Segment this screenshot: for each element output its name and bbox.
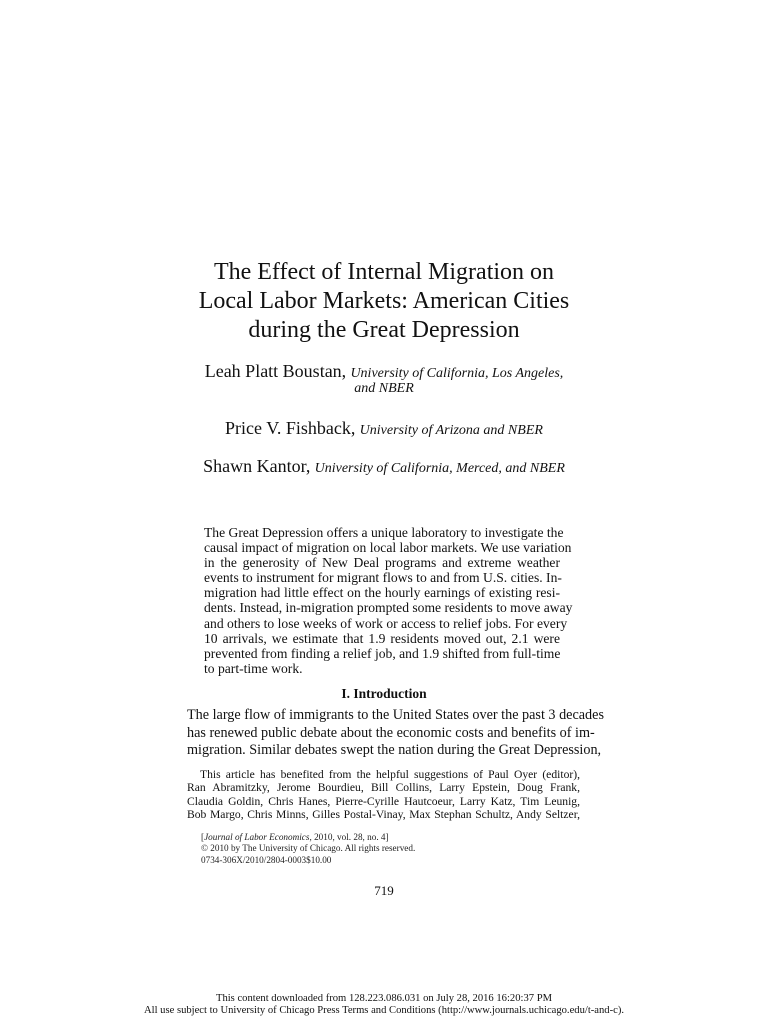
citation-rest: 2010, vol. 28, no. 4] — [311, 832, 389, 842]
abstract-line: events to instrument for migrant flows to and from U.S. cities. In- — [204, 570, 562, 586]
section-heading: I. Introduction — [341, 686, 427, 701]
author-fishback — [0, 418, 768, 439]
title-line: during the Great Depression — [248, 317, 520, 343]
abstract-line: prevented from finding a relief job, and 1.9 shifted from full-time — [204, 645, 561, 661]
author-boustan — [0, 361, 768, 382]
abstract-line: 10 arrivals, we estimate that 1.9 residents moved out, 2.1 were — [204, 630, 560, 646]
journal-name: Journal of Labor Economics, — [204, 832, 312, 842]
body-line: The large flow of immigrants to the United States over the past 3 decades — [187, 707, 604, 723]
terms-line: All use subject to University of Chicago Press Terms and Conditions (http://www.journals.uchicago.edu/t-and-c). — [143, 1004, 624, 1016]
abstract-line: dents. Instead, in-migration prompted some residents to move away — [204, 600, 573, 616]
body-line: has renewed public debate about the economic costs and benefits of im- — [187, 724, 595, 741]
body-line: migration. Similar debates swept the nation during the Great Depression, — [187, 742, 602, 758]
acknowledgment-footnote — [187, 768, 580, 821]
author-name: Shawn Kantor, — [203, 456, 311, 476]
footnote-line: This article has benefited from the helpful suggestions of Paul Oyer (editor), — [200, 768, 580, 781]
abstract-line: The Great Depression offers a unique laboratory to investigate the — [204, 525, 564, 540]
abstract-line: to part-time work. — [204, 660, 303, 676]
abstract-line: causal impact of migration on local labor markets. We use variation — [204, 540, 572, 556]
abstract-line: in the generosity of New Deal programs and extreme weather — [204, 555, 560, 571]
footnote-line: Ran Abramitzky, Jerome Bourdieu, Bill Collins, Larry Epstein, Doug Frank, — [187, 781, 580, 795]
abstract-line: migration had little effect on the hourly earnings of existing resi- — [204, 585, 560, 601]
title-line: The Effect of Internal Migration on — [213, 259, 555, 285]
author-name: Leah Platt Boustan, — [204, 361, 347, 381]
issn-line: 0734-306X/2010/2804-0003$10.00 — [201, 854, 332, 865]
footnote-line: Claudia Goldin, Chris Hanes, Pierre-Cyrille Hautcoeur, Larry Katz, Tim Leunig, — [187, 794, 580, 808]
author-affiliation: University of Arizona and NBER — [359, 423, 543, 438]
intro-paragraph — [187, 707, 604, 760]
download-line: This content downloaded from 128.223.086.031 on July 28, 2016 16:20:37 PM — [215, 993, 553, 1004]
abstract — [204, 525, 573, 676]
author-kantor — [0, 456, 768, 477]
journal-citation — [201, 832, 415, 843]
author-affiliation: University of California, Los Angeles, — [350, 366, 564, 381]
author-affiliation: University of California, Merced, and NBER — [314, 461, 565, 476]
title-line: Local Labor Markets: American Cities — [198, 288, 570, 314]
copyright-line: © 2010 by The University of Chicago. All rights reserved. — [201, 843, 416, 854]
citation-bracket: [ — [201, 832, 205, 842]
download-notice — [0, 993, 768, 1017]
footnote-line: Bob Margo, Chris Minns, Gilles Postal-Vinay, Max Stephan Schultz, Andy Seltzer, — [187, 807, 580, 821]
journal-info — [201, 832, 415, 866]
article-title — [0, 258, 768, 345]
author-name: Price V. Fishback, — [225, 418, 356, 438]
abstract-line: and others to lose weeks of work or access to relief jobs. For every — [204, 615, 568, 631]
author-affiliation-continued: and NBER — [354, 381, 414, 396]
page-number: 719 — [374, 883, 394, 898]
